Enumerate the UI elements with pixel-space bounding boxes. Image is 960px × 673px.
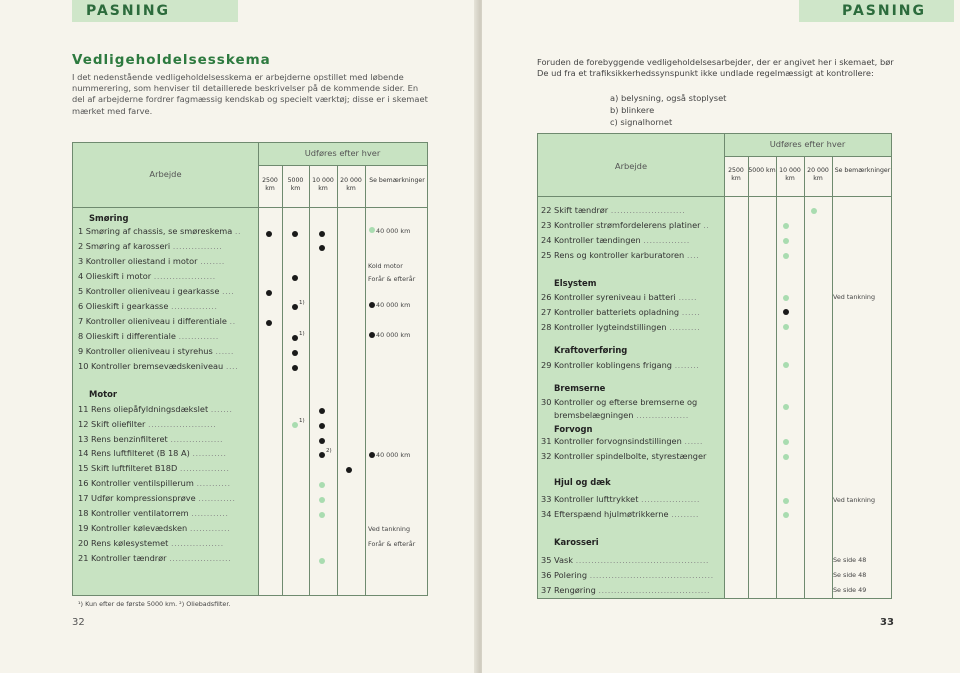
footnote-ref: 2) [326, 448, 332, 454]
table-row: 24 Kontroller tændingen ............... [541, 235, 690, 245]
interval-dot [319, 231, 325, 237]
section-tab: PASNING [799, 0, 954, 22]
table-row: 27 Kontroller batteriets opladning ...... [541, 307, 701, 317]
interval-dot [266, 231, 272, 237]
interval-dot [319, 452, 325, 458]
interval-dot [266, 290, 272, 296]
table-row: 7 Kontroller olieniveau i differentiale .. [78, 316, 236, 326]
remark: Se side 48 [833, 556, 867, 564]
interval-dot [292, 231, 298, 237]
interval-dot [783, 295, 789, 301]
interval-dot [783, 512, 789, 518]
interval-dot [292, 422, 298, 428]
table-row: 22 Skift tændrør ........................ [541, 205, 686, 215]
col-5000: 5000 km [748, 167, 776, 174]
table-row: 32 Kontroller spindelbolte, styrestænger [541, 451, 707, 461]
table-row: 35 Vask ........................................... [541, 555, 710, 565]
col-remarks: Se bemærkninger [369, 177, 425, 184]
table-row: 26 Kontroller syreniveau i batteri ...... [541, 292, 698, 302]
section-tab: PASNING [72, 0, 238, 22]
table-row: 36 Polering ........................................ [541, 570, 714, 580]
interval-dot [369, 332, 375, 338]
section-engine: Motor [89, 389, 117, 399]
interval-dot [319, 512, 325, 518]
page-title: Vedligeholdelsesskema [72, 52, 271, 68]
remark: Kold motor [368, 262, 403, 270]
table-row: 17 Udfør kompressionsprøve ............ [78, 493, 236, 503]
table-row: 30 Kontroller og efterse bremserne og [541, 397, 698, 407]
table-row: 16 Kontroller ventilspillerum ........... [78, 478, 231, 488]
interval-dot [319, 408, 325, 414]
table-row: 28 Kontroller lygteindstillingen .......... [541, 322, 701, 332]
intro-paragraph: Foruden de forebyggende vedligeholdelsesarbejder, der er angivet her i skemaet, bør De ud fra et trafiksikkerhedssynspunkt ikke undlade regelmæssigt at kontrollere: [537, 57, 894, 79]
interval-dot [266, 320, 272, 326]
interval-dot [346, 467, 352, 473]
table-row: 11 Rens oliepåfyldningsdækslet ....... [78, 404, 233, 414]
remark: Forår & efterår [368, 540, 416, 548]
col-5000: 5000 km [287, 177, 304, 192]
section-electric: Elsystem [554, 278, 597, 288]
interval-dot [811, 208, 817, 214]
remark: Ved tankning [368, 525, 411, 533]
col-2500: 2500 km [728, 167, 744, 182]
interval-dot [369, 302, 375, 308]
interval-dot [319, 245, 325, 251]
footnote-ref: 1) [299, 300, 305, 306]
table-row: 4 Olieskift i motor .................... [78, 271, 216, 281]
interval-dot [783, 309, 789, 315]
interval-dot [319, 482, 325, 488]
col-10000: 10 000 km [312, 177, 334, 192]
work-header: Arbejde [149, 169, 182, 179]
table-row: 14 Rens luftfilteret (B 18 A) ........... [78, 448, 227, 458]
table-row: 29 Kontroller koblingens frigang ........ [541, 360, 700, 370]
table-row: 2 Smøring af karosseri ................ [78, 241, 223, 251]
interval-dot [369, 452, 375, 458]
remark: Ved tankning [833, 293, 876, 301]
footnote-ref: 1) [299, 331, 305, 337]
table-row: 33 Kontroller lufttrykket ................... [541, 494, 700, 504]
section-body: Karosseri [554, 537, 599, 547]
interval-dot [292, 304, 298, 310]
section-power: Kraftoverføring [554, 345, 628, 355]
table-row: 34 Efterspænd hjulmøtrikkerne ......... [541, 509, 700, 519]
remark: Se side 48 [833, 571, 867, 579]
table-row: 12 Skift oliefilter ...................... [78, 419, 217, 429]
interval-dot [783, 324, 789, 330]
table-row: 8 Olieskift i differentiale ............. [78, 331, 219, 341]
remark: 40 000 km [376, 331, 411, 339]
footnote: ¹) Kun efter de første 5000 km. ²) Oliebadsfilter. [78, 600, 231, 608]
right-page [482, 0, 960, 673]
table-row: bremsbelægningen ................. [554, 410, 689, 420]
interval-dot [783, 404, 789, 410]
remark: Se side 49 [833, 586, 867, 594]
interval-dot [319, 497, 325, 503]
interval-dot [783, 498, 789, 504]
list-item: b) blinkere [610, 105, 655, 115]
section-steering: Forvogn [554, 424, 593, 434]
section-wheels: Hjul og dæk [554, 477, 611, 487]
table-row: 20 Rens kølesystemet ................. [78, 538, 224, 548]
col-20000: 20 000 km [340, 177, 362, 192]
table-row: 10 Kontroller bremsevædskeniveau .... [78, 361, 239, 371]
interval-dot [783, 223, 789, 229]
table-row: 1 Smøring af chassis, se smøreskema .. [78, 226, 242, 236]
interval-dot [292, 275, 298, 281]
interval-dot [783, 238, 789, 244]
table-row: 15 Skift luftfilteret B18D ................ [78, 463, 230, 473]
table-row: 6 Olieskift i gearkasse ............... [78, 301, 218, 311]
col-20000: 20 000 km [807, 167, 829, 182]
table-row: 18 Kontroller ventilatorrem ............ [78, 508, 229, 518]
col-10000: 10 000 km [779, 167, 801, 182]
table-row: 13 Rens benzinfilteret ................. [78, 434, 224, 444]
page-number: 33 [880, 617, 894, 628]
table-row: 23 Kontroller strømfordelerens platiner .. [541, 220, 710, 230]
table-row: 37 Rengøring .................................... [541, 585, 711, 595]
interval-dot [369, 227, 375, 233]
section-lubrication: Smøring [89, 213, 129, 223]
remark: 40 000 km [376, 301, 411, 309]
col-2500: 2500 km [262, 177, 278, 192]
performed-header: Udføres efter hver [304, 148, 381, 158]
section-brakes: Bremserne [554, 383, 606, 393]
interval-dot [292, 335, 298, 341]
interval-dot [783, 439, 789, 445]
page-number: 32 [72, 617, 85, 628]
col-remarks: Se bemærkninger [834, 167, 891, 174]
table-row: 21 Kontroller tændrør .................... [78, 553, 232, 563]
work-header: Arbejde [614, 161, 648, 171]
remark: Forår & efterår [368, 275, 416, 283]
intro-paragraph: I det nedenstående vedligeholdelsesskema er arbejderne opstillet med løbende nummerering, som henviser til detaillerede beskrivelser på de kommende sider. En del af arbejderne fordrer fagmæssig kendskab og specielt værktøj; disse er i skemaet mærket med farve. [72, 72, 428, 116]
intro-list [610, 92, 726, 128]
interval-dot [319, 423, 325, 429]
interval-dot [783, 253, 789, 259]
table-row: 5 Kontroller olieniveau i gearkasse .... [78, 286, 235, 296]
list-item: c) signalhornet [610, 117, 673, 127]
left-page [0, 0, 478, 673]
table-row: 3 Kontroller oliestand i motor ........ [78, 256, 225, 266]
footnote-ref: 1) [299, 418, 305, 424]
interval-dot [319, 438, 325, 444]
list-item: a) belysning, også stoplyset [610, 93, 727, 103]
table-row: 19 Kontroller kølevædsken ............. [78, 523, 231, 533]
interval-dot [292, 365, 298, 371]
remark: Ved tankning [833, 496, 876, 504]
interval-dot [783, 454, 789, 460]
remark: 40 000 km [376, 227, 411, 235]
table-row: 25 Rens og kontroller karburatoren .... [541, 250, 700, 260]
interval-dot [292, 350, 298, 356]
interval-dot [319, 558, 325, 564]
table-row: 31 Kontroller forvognsindstillingen ...... [541, 436, 703, 446]
table-row: 9 Kontroller olieniveau i styrehus ...... [78, 346, 234, 356]
performed-header: Udføres efter hver [769, 139, 846, 149]
remark: 40 000 km [376, 451, 411, 459]
interval-dot [783, 362, 789, 368]
